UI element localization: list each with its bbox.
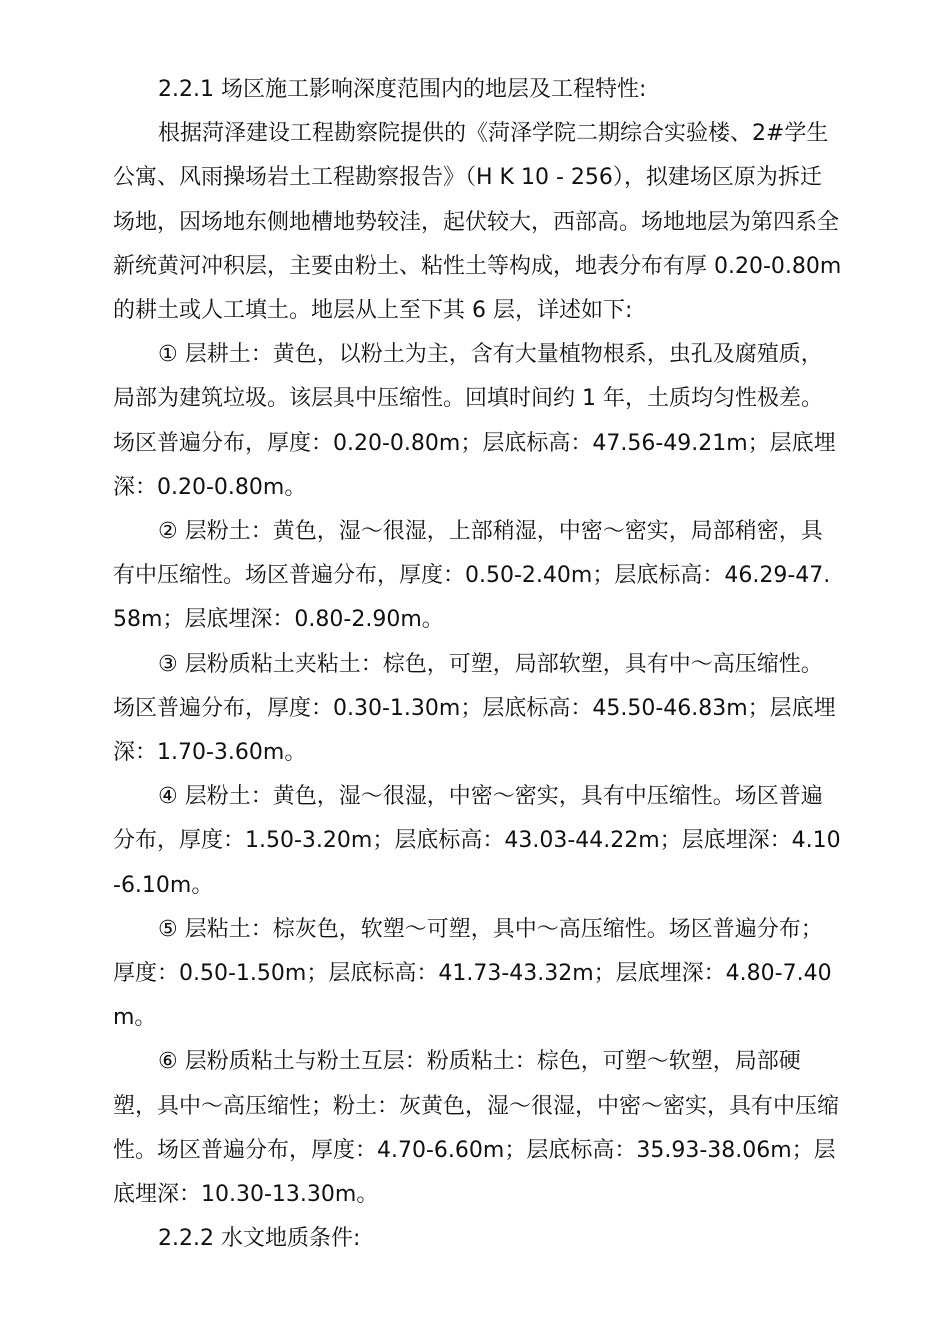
document-body (113, 68, 843, 1261)
layer-3-paragraph: ③ 层粉质粘土夹粘土：棕色，可塑，局部软塑，具有中～高压缩性。场区普遍分布，厚度：0.30-1.30m；层底标高：45.50-46.83m；层底埋深：1.70-3.60m。 (113, 651, 836, 766)
layer-1-paragraph: ① 层耕土：黄色，以粉土为主，含有大量植物根系，虫孔及腐殖质，局部为建筑垃圾。该层具中压缩性。回填时间约 1 年，土质均匀性极差。场区普遍分布，厚度：0.20-0.80m；层底标高：47.56-49.21m；层底埋深：0.20-0.80m。 (113, 342, 836, 500)
section-heading-2-2-1: 2.2.1 场区施工影响深度范围内的地层及工程特性: (158, 77, 647, 102)
layer-4-paragraph: ④ 层粉土：黄色，湿～很湿，中密～密实，具有中压缩性。场区普遍分布，厚度：1.50-3.20m；层底标高：43.03-44.22m；层底埋深：4.10-6.10m。 (113, 784, 841, 898)
layer-6-paragraph: ⑥ 层粉质粘土与粉土互层：粉质粘土：棕色，可塑～软塑，局部硬塑，具中～高压缩性；粉土：灰黄色，湿～很湿，中密～密实，具有中压缩性。场区普遍分布，厚度：4.70-6.60m；层底标高：35.93-38.06m；层底埋深：10.30-13.30m。 (113, 1049, 840, 1208)
intro-paragraph: 根据菏泽建设工程勘察院提供的《菏泽学院二期综合实验楼、2#学生公寓、风雨操场岩土工程勘察报告》（H K 10 - 256），拟建场区原为拆迁场地，因场地东侧地槽地势较洼，起伏较大，西部高。场地地层为第四系全新统黄河冲积层，主要由粉土、粘性土等构成，地表分布有厚 0.20-0.80m 的耕土或人工填土。地层从上至下其 6 层，详述如下: (113, 121, 842, 324)
section-heading-2-2-2: 2.2.2 水文地质条件: (158, 1226, 361, 1252)
layer-2-paragraph: ② 层粉土：黄色，湿～很湿，上部稍湿，中密～密实，局部稍密，具有中压缩性。场区普遍分布，厚度：0.50-2.40m；层底标高：46.29-47.58m；层底埋深：0.80-2.90m。 (113, 519, 831, 633)
layer-5-paragraph: ⑤ 层粘土：棕灰色，软塑～可塑，具中～高压缩性。场区普遍分布；厚度：0.50-1.50m；层底标高：41.73-43.32m；层底埋深：4.80-7.40m。 (113, 916, 832, 1031)
